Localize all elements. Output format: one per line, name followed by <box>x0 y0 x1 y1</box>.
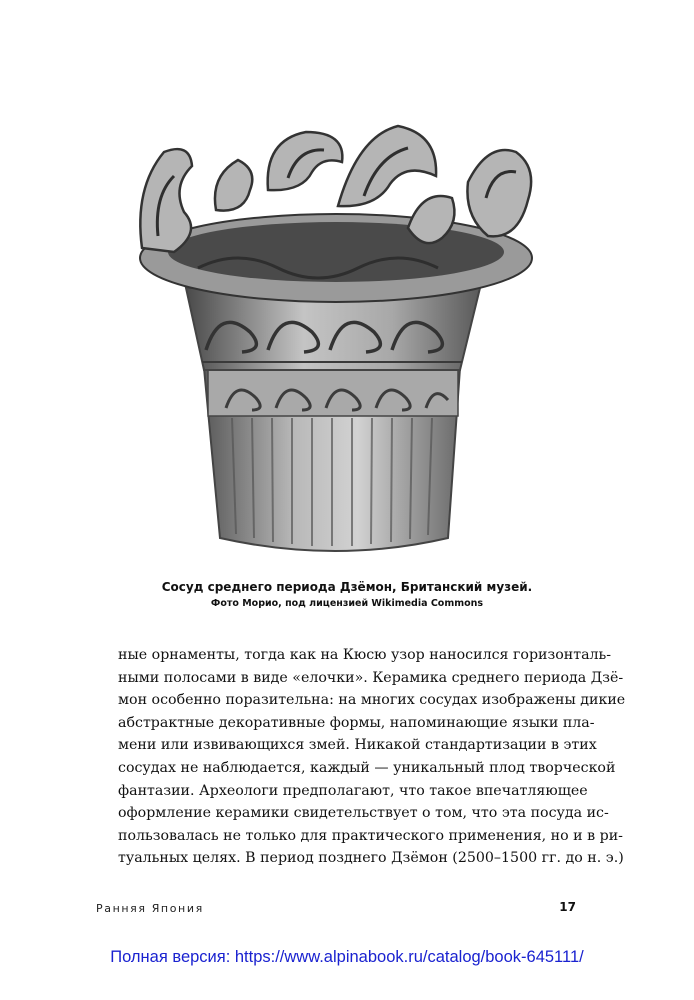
figure-credit: Фото Морио, под лицензией Wikimedia Commons <box>210 598 484 609</box>
jomon-vessel-photo <box>108 118 564 558</box>
body-line: мон особенно поразительна: на многих сосудах изображены дикие <box>118 692 626 709</box>
body-line: туальных целях. В период позднего Дзёмон (2500–1500 гг. до н. э.) <box>118 850 624 867</box>
body-line: мени или извивающихся змей. Никакой стандартизации в этих <box>118 737 597 754</box>
full-version-link[interactable]: Полная версия: https://www.alpinabook.ru/catalog/book-645111/ <box>110 948 584 966</box>
page-number: 17 <box>559 900 576 914</box>
body-paragraph <box>118 644 626 870</box>
running-footer-title: Ранняя Япония <box>96 902 204 915</box>
body-line: сосудах не наблюдается, каждый — уникальный плод творческой <box>118 759 616 776</box>
body-line: ные орнаменты, тогда как на Кюсю узор наносился горизонталь- <box>118 647 612 663</box>
body-line: ными полосами в виде «елочки». Керамика среднего периода Дзё- <box>118 669 624 686</box>
body-line: пользовалась не только для практического применения, но и в ри- <box>118 827 623 844</box>
body-line: фантазии. Археологи предполагают, что такое впечатляющее <box>118 782 588 799</box>
figure-caption: Сосуд среднего периода Дзёмон, Британский музей. <box>161 580 533 594</box>
body-line: оформление керамики свидетельствует о том, что эта посуда ис- <box>118 805 609 822</box>
body-line: абстрактные декоративные формы, напоминающие языки пла- <box>118 714 595 731</box>
